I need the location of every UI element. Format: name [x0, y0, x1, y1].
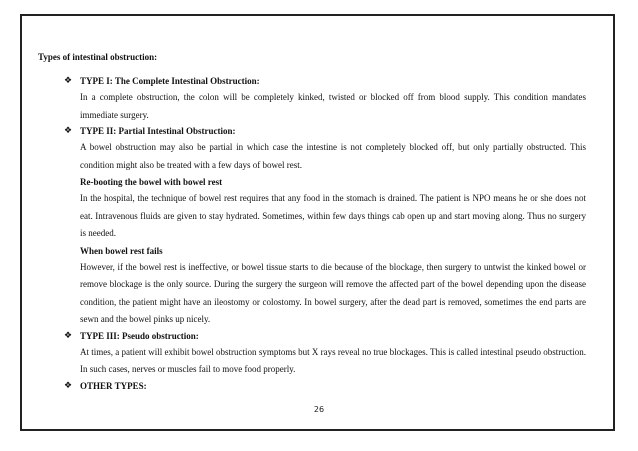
diamond-bullet-icon: ❖	[64, 76, 73, 86]
type-3-item	[38, 329, 586, 379]
other-types-title: OTHER TYPES:	[80, 380, 147, 391]
type-2-paragraph: A bowel obstruction may also be partial in which case the intestine is not completely blocked off, but only partially obstructed. This condition might also be treated with a few days of bowel rest.	[80, 142, 586, 170]
type-2-item	[38, 124, 586, 329]
type-2-title: TYPE II: Partial Intestinal Obstruction:	[80, 126, 236, 136]
type-3-title: TYPE III: Pseudo obstruction:	[80, 330, 199, 341]
other-types-heading	[64, 379, 586, 394]
type-1-paragraph: In a complete obstruction, the colon will be completely kinked, twisted or blocked off from blood supply. This condition mandates immediate surgery.	[80, 92, 586, 120]
type-3-heading	[64, 329, 586, 344]
bowel-rest-fails-paragraph: However, if the bowel rest is ineffective, or bowel tissue starts to die because of the blockage, then surgery to untwist the kinked bowel or remove blockage is the only source. During the surgery the surgeon will remove the affected part of the bowel depending upon the disease condition, the patient might have an ileostomy or colostomy. In bowel surgery, after the dead part is removed, sometimes the end parts are sewn and the bowel pinks up nicely.	[80, 261, 586, 324]
document-body	[38, 51, 586, 394]
other-types-item	[38, 379, 586, 394]
bowel-rest-subheading: Re-booting the bowel with bowel rest	[80, 177, 223, 187]
type-1-title: TYPE I: The Complete Intestinal Obstruction:	[80, 76, 260, 86]
bowel-rest-paragraph: In the hospital, the technique of bowel rest requires that any food in the stomach is drained. The patient is NPO means he or she does not eat. Intravenous fluids are given to stay hydrated. Sometimes, within few days things cab open up and start moving along. Thus no surgery is needed.	[80, 193, 586, 238]
diamond-bullet-icon: ❖	[64, 380, 73, 391]
diamond-bullet-icon: ❖	[64, 330, 73, 341]
section-heading: Types of intestinal obstruction:	[38, 52, 158, 62]
bowel-rest-fails-subheading: When bowel rest fails	[80, 245, 163, 256]
type-1-heading	[64, 74, 586, 89]
type-1-item	[38, 74, 586, 124]
diamond-bullet-icon: ❖	[64, 126, 73, 136]
page-number: 26	[313, 405, 325, 414]
type-2-heading	[64, 124, 586, 139]
type-3-paragraph: At times, a patient will exhibit bowel obstruction symptoms but X rays reveal no true blockages. This is called intestinal pseudo obstruction. In such cases, nerves or muscles fail to move food properly.	[80, 346, 586, 374]
